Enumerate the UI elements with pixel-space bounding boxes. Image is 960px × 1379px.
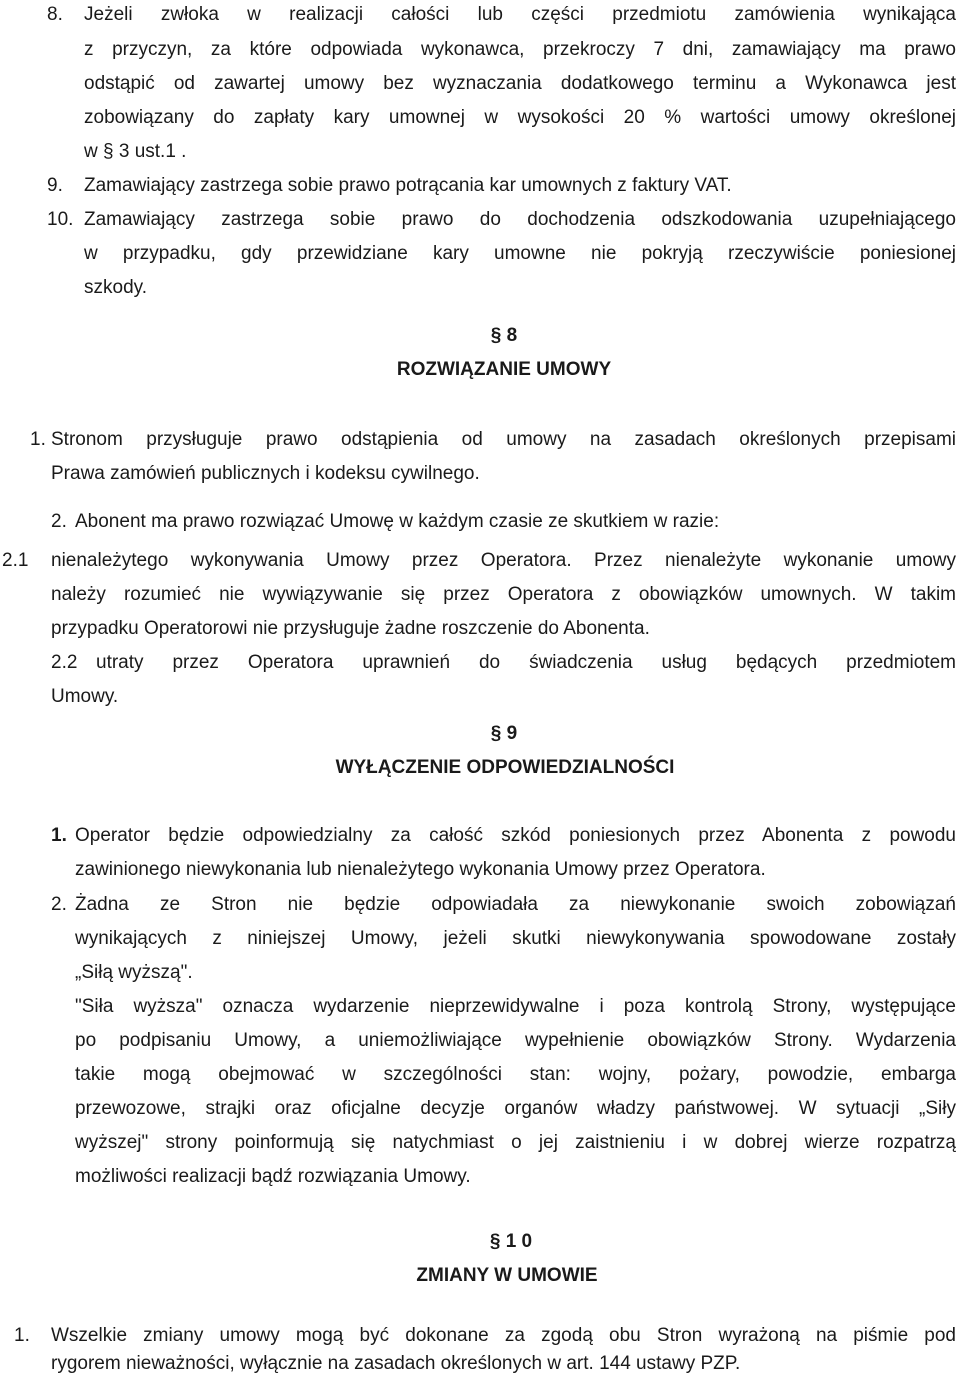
text-line: Prawa zamówień publicznych i kodeksu cywilnego.: [51, 463, 480, 484]
item-number: 1.: [51, 825, 67, 846]
text-line: szkody.: [84, 277, 148, 298]
text-line: Zamawiający zastrzega sobie prawo potrącania kar umownych z faktury VAT.: [84, 175, 732, 196]
text-line: możliwości realizacji bądź rozwiązania Umowy.: [75, 1166, 471, 1187]
section-title: ROZWIĄZANIE UMOWY: [396, 359, 612, 380]
section-number: § 9: [490, 723, 518, 744]
text-line: przewozowe, strajki oraz oficjalne decyzje organów władzy państwowej. W sytuacji „Siły: [75, 1098, 956, 1119]
section-title: ZMIANY W UMOWIE: [416, 1265, 598, 1286]
text-line: "Siła wyższa" oznacza wydarzenie nieprzewidywalne i poza kontrolą Strony, występujące: [75, 996, 956, 1017]
text-line: zobowiązany do zapłaty kary umownej w wysokości 20 % wartości umowy określonej: [84, 107, 956, 128]
item-number: 9.: [47, 175, 63, 196]
item-number: 2.2: [51, 652, 78, 673]
item-number: 2.: [51, 894, 67, 915]
text-line: Operator będzie odpowiedzialny za całość szkód poniesionych przez Abonenta z powodu: [75, 825, 956, 846]
text-line: Wszelkie zmiany umowy mogą być dokonane za zgodą obu Stron wyrażoną na piśmie pod: [51, 1325, 956, 1346]
text-line: Żadna ze Stron nie będzie odpowiadała za niewykonanie swoich zobowiązań: [75, 894, 956, 915]
text-line: w przypadku, gdy przewidziane kary umowne nie pokryją rzeczywiście poniesionej: [84, 243, 956, 264]
text-line: należy rozumieć nie wywiązywanie się przez Operatora z obowiązków umownych. W takim: [51, 584, 956, 605]
section-title: WYŁĄCZENIE ODPOWIEDZIALNOŚCI: [335, 757, 675, 778]
text-line: zawinionego niewykonania lub nienależytego wykonania Umowy przez Operatora.: [75, 859, 766, 880]
item-number: 2.1: [2, 550, 29, 571]
item-number: 2.: [51, 511, 67, 532]
text-line: rygorem nieważności, wyłącznie na zasadach określonych w art. 144 ustawy PZP.: [51, 1353, 741, 1374]
text-line: wyższej" strony poinformują się natychmiast o jej zaistnieniu i w dobrej wierze rozpatrzą: [75, 1132, 956, 1153]
section-number: § 8: [490, 325, 518, 346]
text-line: „Siłą wyższą".: [75, 962, 193, 983]
text-line: Umowy.: [51, 686, 119, 707]
text-line: odstąpić od zawartej umowy bez wyznaczania dodatkowego terminu a Wykonawca jest: [84, 73, 956, 94]
text-line: takie mogą obejmować w szczególności stan: wojny, pożary, powodzie, embarga: [75, 1064, 956, 1085]
item-number: 1.: [14, 1325, 30, 1346]
text-line: z przyczyn, za które odpowiada wykonawca, przekroczy 7 dni, zamawiający ma prawo: [84, 39, 956, 60]
text-line: utraty przez Operatora uprawnień do świadczenia usług będących przedmiotem: [96, 652, 956, 673]
text-line: Stronom przysługuje prawo odstąpienia od umowy na zasadach określonych przepisami: [51, 429, 956, 450]
text-line: Zamawiający zastrzega sobie prawo do dochodzenia odszkodowania uzupełniającego: [84, 209, 956, 230]
item-number: 8.: [47, 4, 63, 25]
item-number: 10.: [47, 209, 74, 230]
text-line: przypadku Operatorowi nie przysługuje żadne roszczenie do Abonenta.: [51, 618, 650, 639]
text-line: wynikających z niniejszej Umowy, jeżeli skutki niewykonywania spowodowane zostały: [75, 928, 956, 949]
text-line: nienależytego wykonywania Umowy przez Operatora. Przez nienależyte wykonanie umowy: [51, 550, 956, 571]
text-line: Abonent ma prawo rozwiązać Umowę w każdym czasie ze skutkiem w razie:: [75, 511, 720, 532]
text-line: po podpisaniu Umowy, a uniemożliwiające wypełnienie obowiązków Strony. Wydarzenia: [75, 1030, 956, 1051]
text-line: w § 3 ust.1 .: [84, 141, 187, 162]
item-number: 1.: [30, 429, 46, 450]
text-line: Jeżeli zwłoka w realizacji całości lub części przedmiotu zamówienia wynikająca: [84, 4, 956, 25]
section-number: § 1 0: [489, 1231, 533, 1252]
